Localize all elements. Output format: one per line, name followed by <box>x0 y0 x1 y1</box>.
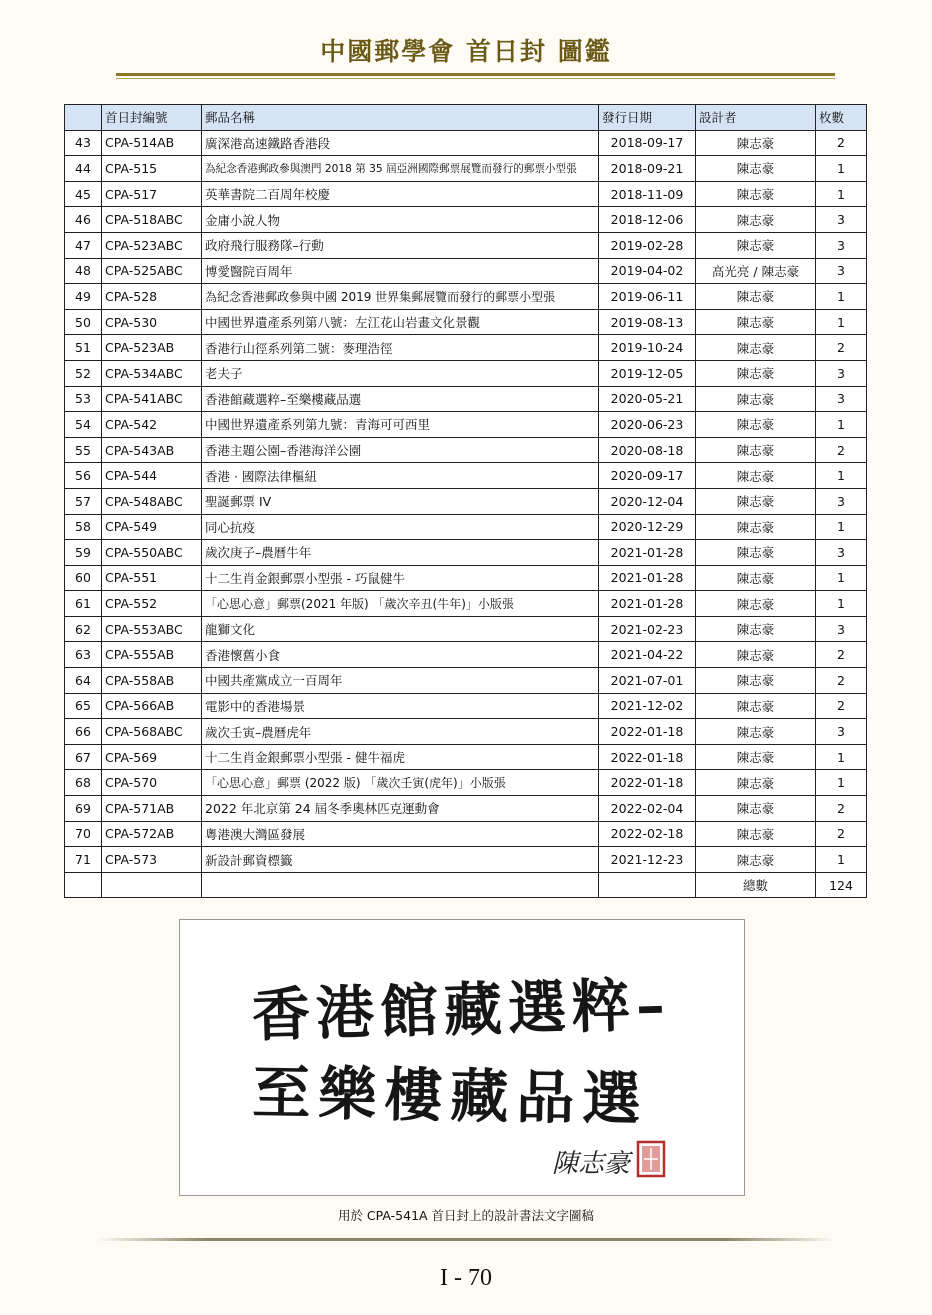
row-index: 69 <box>65 796 102 822</box>
row-item-name: 香港 · 國際法律樞紐 <box>202 463 599 489</box>
total-blank-cell <box>599 872 696 898</box>
col-header-count: 枚數 <box>816 105 867 131</box>
row-fdc-code: CPA-523AB <box>102 335 202 361</box>
table-row <box>65 232 867 258</box>
row-issue-date: 2020-09-17 <box>599 463 696 489</box>
row-fdc-code: CPA-523ABC <box>102 232 202 258</box>
row-designer: 陳志豪 <box>696 437 816 463</box>
table-row <box>65 514 867 540</box>
row-count: 1 <box>816 284 867 310</box>
col-header-code: 首日封編號 <box>102 105 202 131</box>
row-index: 56 <box>65 463 102 489</box>
row-issue-date: 2021-04-22 <box>599 642 696 668</box>
row-designer: 陳志豪 <box>696 284 816 310</box>
table-row <box>65 616 867 642</box>
table-row <box>65 437 867 463</box>
table-header-row <box>65 105 867 131</box>
total-value: 124 <box>816 872 867 898</box>
row-index: 68 <box>65 770 102 796</box>
row-issue-date: 2021-01-28 <box>599 591 696 617</box>
row-issue-date: 2018-09-17 <box>599 130 696 156</box>
table-row <box>65 463 867 489</box>
total-blank-cell <box>202 872 599 898</box>
row-issue-date: 2019-06-11 <box>599 284 696 310</box>
row-designer: 陳志豪 <box>696 514 816 540</box>
row-fdc-code: CPA-534ABC <box>102 360 202 386</box>
row-count: 2 <box>816 642 867 668</box>
calligraphy-line-1: 香港館藏選粹– <box>251 970 672 1050</box>
row-count: 3 <box>816 386 867 412</box>
row-count: 2 <box>816 335 867 361</box>
row-fdc-code: CPA-549 <box>102 514 202 540</box>
total-blank-cell <box>102 872 202 898</box>
row-index: 65 <box>65 693 102 719</box>
row-item-name: 為紀念香港郵政參與澳門 2018 第 35 屆亞洲國際郵票展覽而發行的郵票小型張 <box>202 156 599 182</box>
row-fdc-code: CPA-525ABC <box>102 258 202 284</box>
row-item-name: 香港行山徑系列第二號：麥理浩徑 <box>202 335 599 361</box>
table-row <box>65 488 867 514</box>
row-count: 2 <box>816 668 867 694</box>
row-index: 66 <box>65 719 102 745</box>
row-issue-date: 2020-06-23 <box>599 412 696 438</box>
row-issue-date: 2020-12-04 <box>599 488 696 514</box>
row-fdc-code: CPA-548ABC <box>102 488 202 514</box>
table-row <box>65 309 867 335</box>
row-index: 58 <box>65 514 102 540</box>
row-issue-date: 2022-02-18 <box>599 821 696 847</box>
row-item-name: 金庸小說人物 <box>202 207 599 233</box>
row-count: 3 <box>816 207 867 233</box>
row-designer: 陳志豪 <box>696 693 816 719</box>
row-fdc-code: CPA-571AB <box>102 796 202 822</box>
row-designer: 陳志豪 <box>696 309 816 335</box>
table-row <box>65 668 867 694</box>
row-index: 57 <box>65 488 102 514</box>
row-fdc-code: CPA-528 <box>102 284 202 310</box>
row-fdc-code: CPA-555AB <box>102 642 202 668</box>
calligraphy-line-2: 至樂樓藏品選 <box>251 1058 649 1134</box>
row-index: 45 <box>65 181 102 207</box>
row-issue-date: 2021-01-28 <box>599 565 696 591</box>
table-row <box>65 130 867 156</box>
row-fdc-code: CPA-558AB <box>102 668 202 694</box>
row-item-name: 龍獅文化 <box>202 616 599 642</box>
col-header-name: 郵品名稱 <box>202 105 599 131</box>
row-fdc-code: CPA-568ABC <box>102 719 202 745</box>
row-issue-date: 2018-11-09 <box>599 181 696 207</box>
table-row <box>65 591 867 617</box>
row-item-name: 十二生肖金銀郵票小型張 - 巧鼠健牛 <box>202 565 599 591</box>
row-count: 3 <box>816 719 867 745</box>
row-index: 44 <box>65 156 102 182</box>
row-count: 1 <box>816 770 867 796</box>
row-designer: 陳志豪 <box>696 616 816 642</box>
row-fdc-code: CPA-543AB <box>102 437 202 463</box>
table-body <box>65 130 867 872</box>
row-issue-date: 2018-09-21 <box>599 156 696 182</box>
row-fdc-code: CPA-569 <box>102 744 202 770</box>
row-designer: 陳志豪 <box>696 130 816 156</box>
row-item-name: 「心思心意」郵票(2021 年版) 「歲次辛丑(牛年)」小版張 <box>202 591 599 617</box>
row-designer: 陳志豪 <box>696 847 816 873</box>
row-item-name: 英華書院二百周年校慶 <box>202 181 599 207</box>
row-issue-date: 2021-12-23 <box>599 847 696 873</box>
row-item-name: 中國世界遺產系列第八號：左江花山岩畫文化景觀 <box>202 309 599 335</box>
row-index: 52 <box>65 360 102 386</box>
table-row <box>65 796 867 822</box>
row-issue-date: 2021-01-28 <box>599 540 696 566</box>
col-header-designer: 設計者 <box>696 105 816 131</box>
table-row <box>65 258 867 284</box>
page-number: I - 70 <box>440 1265 492 1291</box>
table-row <box>65 642 867 668</box>
calligraphy-image <box>180 920 744 1195</box>
table-row <box>65 412 867 438</box>
row-index: 61 <box>65 591 102 617</box>
table-row <box>65 693 867 719</box>
row-item-name: 「心思心意」郵票 (2022 版) 「歲次壬寅(虎年)」小版張 <box>202 770 599 796</box>
row-index: 55 <box>65 437 102 463</box>
row-index: 43 <box>65 130 102 156</box>
row-item-name: 聖誕郵票 IV <box>202 488 599 514</box>
row-item-name: 同心抗疫 <box>202 514 599 540</box>
row-issue-date: 2022-01-18 <box>599 770 696 796</box>
page-header-title: 中國郵學會 首日封 圖鑑 <box>320 37 612 66</box>
row-index: 62 <box>65 616 102 642</box>
row-fdc-code: CPA-515 <box>102 156 202 182</box>
table-row <box>65 284 867 310</box>
row-count: 3 <box>816 360 867 386</box>
table-row <box>65 719 867 745</box>
col-header-date: 發行日期 <box>599 105 696 131</box>
table-row <box>65 181 867 207</box>
row-item-name: 2022 年北京第 24 屆冬季奧林匹克運動會 <box>202 796 599 822</box>
row-issue-date: 2020-05-21 <box>599 386 696 412</box>
row-count: 1 <box>816 591 867 617</box>
row-fdc-code: CPA-530 <box>102 309 202 335</box>
table-row <box>65 770 867 796</box>
row-count: 1 <box>816 309 867 335</box>
row-issue-date: 2022-01-18 <box>599 744 696 770</box>
row-index: 48 <box>65 258 102 284</box>
row-count: 3 <box>816 258 867 284</box>
row-designer: 陳志豪 <box>696 821 816 847</box>
row-count: 1 <box>816 565 867 591</box>
row-issue-date: 2019-08-13 <box>599 309 696 335</box>
table-row <box>65 540 867 566</box>
row-fdc-code: CPA-573 <box>102 847 202 873</box>
row-count: 2 <box>816 130 867 156</box>
row-issue-date: 2018-12-06 <box>599 207 696 233</box>
row-fdc-code: CPA-572AB <box>102 821 202 847</box>
row-count: 3 <box>816 540 867 566</box>
artist-seal-stamp <box>638 1142 664 1176</box>
row-designer: 陳志豪 <box>696 540 816 566</box>
row-designer: 陳志豪 <box>696 770 816 796</box>
row-item-name: 廣深港高速鐵路香港段 <box>202 130 599 156</box>
row-item-name: 博愛醫院百周年 <box>202 258 599 284</box>
row-index: 64 <box>65 668 102 694</box>
row-item-name: 中國世界遺產系列第九號：青海可可西里 <box>202 412 599 438</box>
col-header-index <box>65 105 102 131</box>
row-issue-date: 2020-12-29 <box>599 514 696 540</box>
row-issue-date: 2019-12-05 <box>599 360 696 386</box>
row-item-name: 香港主題公園–香港海洋公園 <box>202 437 599 463</box>
row-index: 53 <box>65 386 102 412</box>
row-index: 70 <box>65 821 102 847</box>
table-row <box>65 821 867 847</box>
row-designer: 陳志豪 <box>696 463 816 489</box>
row-issue-date: 2019-02-28 <box>599 232 696 258</box>
row-fdc-code: CPA-517 <box>102 181 202 207</box>
row-count: 2 <box>816 821 867 847</box>
row-index: 59 <box>65 540 102 566</box>
row-designer: 陳志豪 <box>696 668 816 694</box>
calligraphy-signature: 陳志豪 <box>552 1149 631 1179</box>
row-count: 2 <box>816 693 867 719</box>
row-designer: 高光亮 / 陳志豪 <box>696 258 816 284</box>
row-item-name: 新設計郵資標籤 <box>202 847 599 873</box>
row-fdc-code: CPA-553ABC <box>102 616 202 642</box>
row-issue-date: 2019-10-24 <box>599 335 696 361</box>
row-index: 63 <box>65 642 102 668</box>
row-designer: 陳志豪 <box>696 488 816 514</box>
row-index: 46 <box>65 207 102 233</box>
total-label: 總數 <box>696 872 816 898</box>
row-item-name: 電影中的香港場景 <box>202 693 599 719</box>
row-designer: 陳志豪 <box>696 744 816 770</box>
row-item-name: 為紀念香港郵政參與中國 2019 世界集郵展覽而發行的郵票小型張 <box>202 284 599 310</box>
row-index: 71 <box>65 847 102 873</box>
row-issue-date: 2022-02-04 <box>599 796 696 822</box>
row-fdc-code: CPA-541ABC <box>102 386 202 412</box>
table-row <box>65 156 867 182</box>
image-caption: 用於 CPA-541A 首日封上的設計書法文字圖稿 <box>337 1208 595 1223</box>
row-index: 60 <box>65 565 102 591</box>
row-index: 54 <box>65 412 102 438</box>
row-item-name: 政府飛行服務隊–行動 <box>202 232 599 258</box>
row-count: 3 <box>816 232 867 258</box>
calligraphy-artwork <box>179 919 745 1196</box>
table-row <box>65 386 867 412</box>
row-index: 49 <box>65 284 102 310</box>
row-designer: 陳志豪 <box>696 232 816 258</box>
table-row <box>65 335 867 361</box>
row-count: 1 <box>816 181 867 207</box>
row-count: 1 <box>816 744 867 770</box>
row-designer: 陳志豪 <box>696 386 816 412</box>
row-item-name: 粵港澳大灣區發展 <box>202 821 599 847</box>
row-issue-date: 2022-01-18 <box>599 719 696 745</box>
row-count: 1 <box>816 156 867 182</box>
row-item-name: 十二生肖金銀郵票小型張 - 健牛福虎 <box>202 744 599 770</box>
row-item-name: 香港館藏選粹–至樂樓藏品選 <box>202 386 599 412</box>
row-count: 2 <box>816 437 867 463</box>
row-fdc-code: CPA-570 <box>102 770 202 796</box>
table-row <box>65 847 867 873</box>
row-index: 47 <box>65 232 102 258</box>
header-divider <box>116 73 835 79</box>
row-count: 1 <box>816 463 867 489</box>
row-fdc-code: CPA-551 <box>102 565 202 591</box>
row-fdc-code: CPA-550ABC <box>102 540 202 566</box>
row-index: 67 <box>65 744 102 770</box>
row-designer: 陳志豪 <box>696 642 816 668</box>
footer-divider <box>96 1238 836 1241</box>
table-row <box>65 207 867 233</box>
row-fdc-code: CPA-514AB <box>102 130 202 156</box>
row-count: 3 <box>816 488 867 514</box>
row-fdc-code: CPA-566AB <box>102 693 202 719</box>
table-total-row <box>65 872 867 898</box>
row-issue-date: 2019-04-02 <box>599 258 696 284</box>
row-issue-date: 2021-12-02 <box>599 693 696 719</box>
table-row <box>65 360 867 386</box>
row-count: 1 <box>816 847 867 873</box>
row-count: 3 <box>816 616 867 642</box>
table-row <box>65 565 867 591</box>
row-designer: 陳志豪 <box>696 796 816 822</box>
row-fdc-code: CPA-542 <box>102 412 202 438</box>
row-designer: 陳志豪 <box>696 412 816 438</box>
row-issue-date: 2021-07-01 <box>599 668 696 694</box>
row-item-name: 中國共產黨成立一百周年 <box>202 668 599 694</box>
row-designer: 陳志豪 <box>696 335 816 361</box>
row-item-name: 香港懷舊小食 <box>202 642 599 668</box>
row-designer: 陳志豪 <box>696 565 816 591</box>
row-fdc-code: CPA-544 <box>102 463 202 489</box>
row-item-name: 歲次庚子–農曆牛年 <box>202 540 599 566</box>
row-fdc-code: CPA-518ABC <box>102 207 202 233</box>
row-issue-date: 2020-08-18 <box>599 437 696 463</box>
row-designer: 陳志豪 <box>696 360 816 386</box>
row-count: 2 <box>816 796 867 822</box>
first-day-cover-table <box>64 104 867 898</box>
row-designer: 陳志豪 <box>696 591 816 617</box>
row-index: 50 <box>65 309 102 335</box>
row-designer: 陳志豪 <box>696 207 816 233</box>
table-row <box>65 744 867 770</box>
row-item-name: 老夫子 <box>202 360 599 386</box>
row-designer: 陳志豪 <box>696 719 816 745</box>
row-count: 1 <box>816 514 867 540</box>
row-fdc-code: CPA-552 <box>102 591 202 617</box>
row-designer: 陳志豪 <box>696 181 816 207</box>
total-blank-cell <box>65 872 102 898</box>
row-designer: 陳志豪 <box>696 156 816 182</box>
row-item-name: 歲次壬寅–農曆虎年 <box>202 719 599 745</box>
row-index: 51 <box>65 335 102 361</box>
row-count: 1 <box>816 412 867 438</box>
row-issue-date: 2021-02-23 <box>599 616 696 642</box>
